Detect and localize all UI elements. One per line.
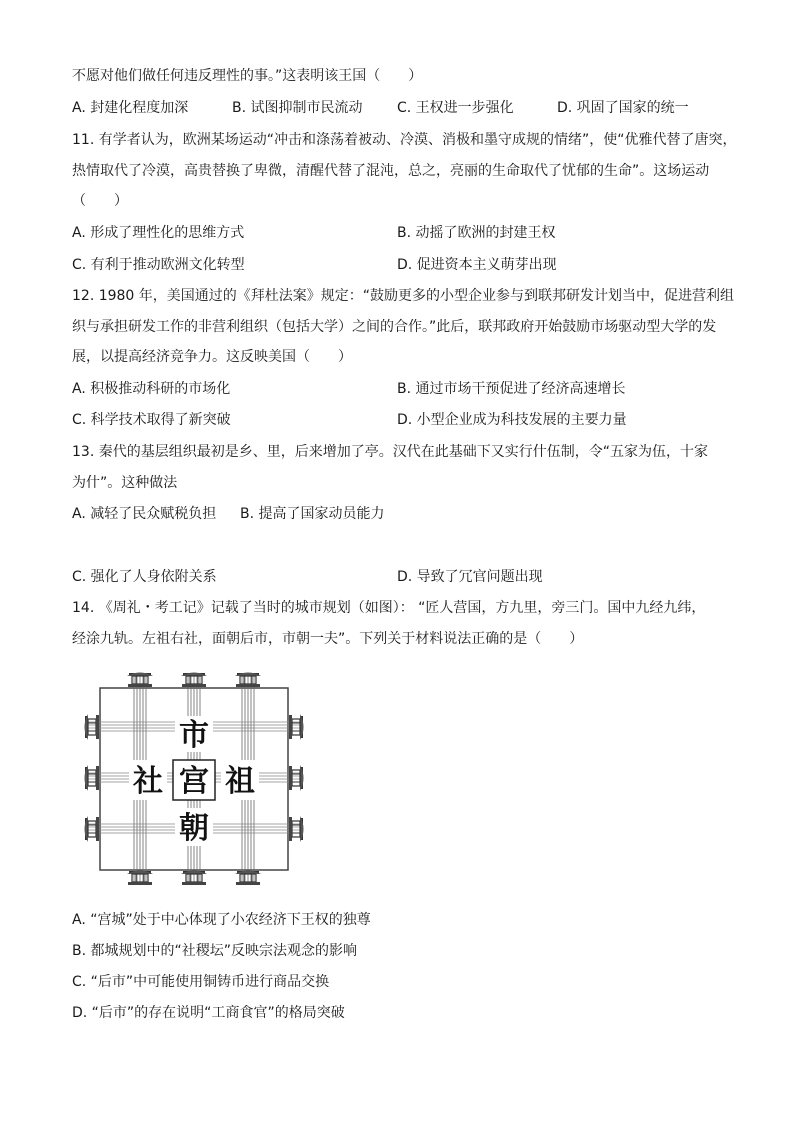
gates-left	[85, 714, 100, 842]
figure-label-market: 市	[179, 718, 209, 753]
q11-stem-line-3: （ ）	[72, 193, 128, 209]
q10-option-d[interactable]: D. 巩固了国家的统一	[557, 100, 689, 116]
q10-option-b[interactable]: B. 试图抑制市民流动	[232, 100, 363, 116]
q10-option-c[interactable]: C. 王权进一步强化	[397, 100, 514, 116]
q14-option-a[interactable]: A. “宫城”处于中心体现了小农经济下王权的独尊	[72, 912, 371, 928]
figure-label-palace: 宫	[179, 764, 209, 799]
q13-option-a[interactable]: A. 减轻了民众赋税负担	[72, 506, 217, 522]
q14-option-d[interactable]: D. “后市”的存在说明“工商食官”的格局突破	[72, 1005, 345, 1021]
q13-option-d[interactable]: D. 导致了冗官问题出现	[397, 569, 543, 585]
figure-label-court: 朝	[179, 811, 209, 846]
q14-stem-line-1: 14. 《周礼・考工记》记载了当时的城市规划（如图）： “匠人营国，方九里，旁三门。国中九经九纬，	[72, 600, 706, 616]
q10-stem: 不愿对他们做任何违反理性的事。”这表明该王国（ ）	[72, 68, 423, 84]
q14-option-c[interactable]: C. “后市”中可能使用铜铸币进行商品交换	[72, 974, 330, 990]
q12-stem-line-2: 织与承担研发工作的非营利组织（包括大学）之间的合作。”此后，联邦政府开始鼓励市场驱动型大学的发	[72, 319, 717, 335]
figure-label-altar: 社	[133, 764, 163, 799]
q13-stem-line-2: 为什”。这种做法	[72, 475, 178, 491]
q11-option-c[interactable]: C. 有利于推动欧洲文化转型	[72, 257, 245, 273]
gates-right	[289, 714, 304, 842]
q12-option-c[interactable]: C. 科学技术取得了新突破	[72, 412, 231, 428]
city-plan-figure	[80, 668, 308, 890]
q13-stem-line-1: 13. 秦代的基层组织最初是乡、里，后来增加了亭。汉代在此基础下又实行什伍制，令“五家为伍，十家	[72, 444, 708, 460]
q11-option-d[interactable]: D. 促进资本主义萌芽出现	[397, 257, 557, 273]
q14-stem-line-2: 经涂九轨。左祖右社，面朝后市，市朝一夫”。下列关于材料说法正确的是（ ）	[72, 631, 584, 647]
q12-stem-line-3: 展，以提高经济竞争力。这反映美国（ ）	[72, 349, 352, 365]
q11-option-a[interactable]: A. 形成了理性化的思维方式	[72, 225, 245, 241]
q13-option-b[interactable]: B. 提高了国家动员能力	[240, 506, 385, 522]
figure-label-ancestral-temple: 祖	[225, 764, 255, 799]
q11-option-b[interactable]: B. 动摇了欧洲的封建王权	[397, 225, 556, 241]
q14-option-b[interactable]: B. 都城规划中的“社稷坛”反映宗法观念的影响	[72, 943, 358, 959]
q12-option-a[interactable]: A. 积极推动科研的市场化	[72, 381, 231, 397]
q11-stem-line-1: 11. 有学者认为，欧洲某场运动“冲击和涤荡着被动、冷漠、消极和墨守成规的情绪”，使“优雅代替了唐突，	[72, 132, 737, 148]
q12-option-d[interactable]: D. 小型企业成为科技发展的主要力量	[397, 412, 627, 428]
q11-stem-line-2: 热情取代了冷漠，高贵替换了卑微，清醒代替了混沌，总之，亮丽的生命取代了忧郁的生命”。这场运动	[72, 163, 710, 179]
q13-option-c[interactable]: C. 强化了人身依附关系	[72, 569, 217, 585]
q12-option-b[interactable]: B. 通过市场干预促进了经济高速增长	[397, 381, 626, 397]
q12-stem-line-1: 12. 1980 年，美国通过的《拜杜法案》规定：“鼓励更多的小型企业参与到联邦研发计划当中，促进营利组	[72, 288, 735, 304]
q10-option-a[interactable]: A. 封建化程度加深	[72, 100, 189, 116]
